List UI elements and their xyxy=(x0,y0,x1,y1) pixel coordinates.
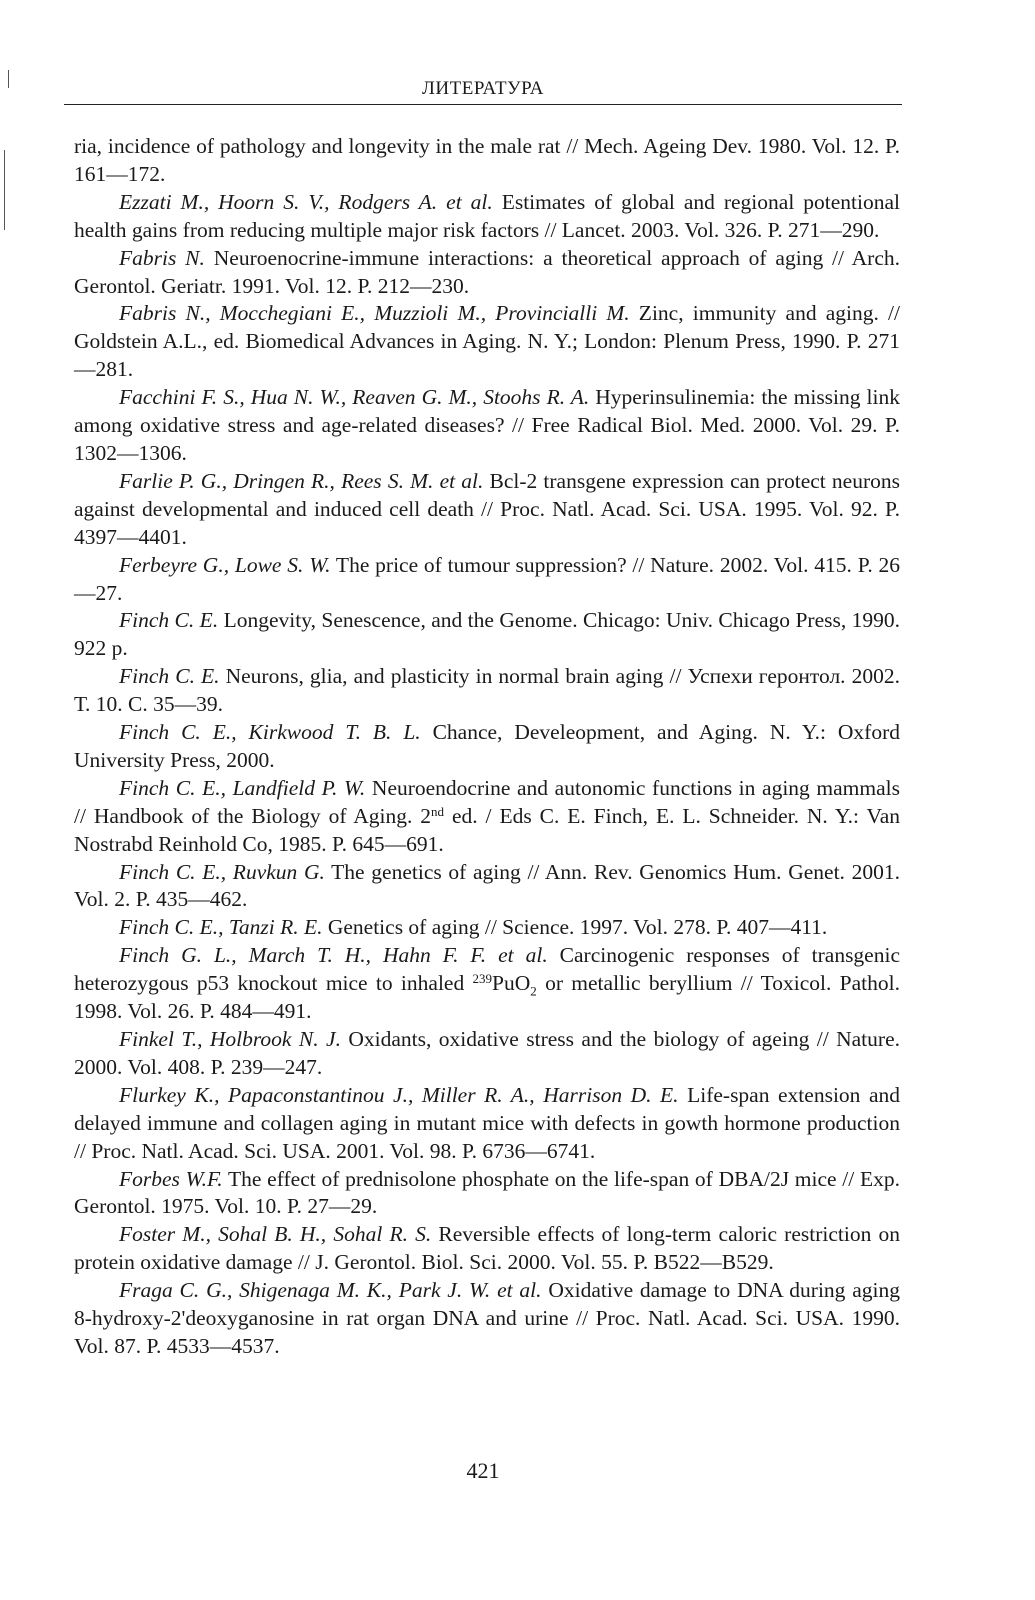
reference-authors: Ezzati M., Hoorn S. V., Rodgers A. et al. xyxy=(119,189,493,214)
reference-entry xyxy=(74,1026,900,1082)
reference-authors: Flurkey K., Papaconstantinou J., Miller R. A., Harrison D. E. xyxy=(119,1082,679,1107)
reference-text: or metallic beryllium // Toxicol. Pathol. 1998. Vol. 26. P. 484—491. xyxy=(74,971,900,1024)
reference-authors: Fabris N., Mocchegiani E., Muzzioli M., Provincialli M. xyxy=(119,301,630,326)
reference-authors: Fraga C. G., Shigenaga M. K., Park J. W. et al. xyxy=(119,1278,542,1303)
reference-authors: Finch C. E., Tanzi R. E. xyxy=(119,915,323,940)
reference-authors: Finch C. E., Landfield P. W. xyxy=(119,775,366,800)
reference-entry xyxy=(74,1166,900,1222)
reference-entry xyxy=(74,1221,900,1277)
superscript: nd xyxy=(431,803,445,819)
reference-entry xyxy=(74,133,900,189)
reference-entry xyxy=(74,1082,900,1166)
reference-entry xyxy=(74,607,900,663)
running-header: ЛИТЕРАТУРА xyxy=(422,78,544,99)
reference-text: Neuroendocrine and autonomic functions in aging mammals // Handbook of the Biology of Aging. 2 xyxy=(74,775,900,828)
reference-authors: Forbes W.F. xyxy=(119,1166,223,1191)
reference-entry xyxy=(74,914,900,942)
header-rule xyxy=(64,104,902,105)
reference-text: ria, incidence of pathology and longevity in the male rat // Mech. Ageing Dev. 1980. Vol. 12. P. 161—172. xyxy=(74,134,900,186)
reference-entry xyxy=(74,719,900,775)
chemical-formula: PuO xyxy=(492,971,531,996)
reference-authors: Foster M., Sohal B. H., Sohal R. S. xyxy=(119,1222,432,1247)
reference-authors: Farlie P. G., Dringen R., Rees S. M. et al. xyxy=(119,468,484,493)
scan-margin-mark xyxy=(8,70,9,88)
reference-text: Carcinogenic responses of transgenic heterozygous p53 knockout mice to inhaled xyxy=(74,943,900,996)
reference-authors: Finch C. E. xyxy=(119,664,220,689)
reference-text: Oxidative damage to DNA during aging 8-hydroxy-2'deoxyganosine in rat organ DNA and urine // Proc. Natl. Acad. Sci. USA. 1990. Vol. 87. P. 4533—4537. xyxy=(74,1278,900,1358)
reference-list xyxy=(74,133,900,1361)
subscript: 2 xyxy=(530,983,537,999)
reference-entry xyxy=(74,663,900,719)
reference-text: Neurons, glia, and plasticity in normal brain aging // Успехи геронтол. 2002. Т. 10. С. 35—39. xyxy=(74,664,900,717)
reference-text: The genetics of aging // Ann. Rev. Genomics Hum. Genet. 2001. Vol. 2. P. 435—462. xyxy=(74,859,900,912)
superscript: 239 xyxy=(472,971,493,987)
reference-entry xyxy=(74,468,900,552)
reference-authors: Finch G. L., March T. H., Hahn F. F. et al. xyxy=(119,943,548,968)
reference-authors: Finch C. E. xyxy=(119,608,219,633)
reference-text: Life-span extension and delayed immune and collagen aging in mutant mice with defects in gowth hormone production // Proc. Natl. Acad. Sci. USA. 2001. Vol. 98. P. 6736—6741. xyxy=(74,1082,900,1163)
reference-entry xyxy=(74,552,900,608)
reference-entry xyxy=(74,942,900,1026)
reference-authors: Fabris N. xyxy=(119,245,205,270)
reference-entry xyxy=(74,300,900,384)
reference-text: Bcl-2 transgene expression can protect neurons against developmental and induced cell death // Proc. Natl. Acad. Sci. USA. 1995. Vol. 92. P. 4397—4401. xyxy=(74,468,900,549)
reference-text: Neuroenocrine-immune interactions: a theoretical approach of aging // Arch. Gerontol. Geriatr. 1991. Vol. 12. P. 212—230. xyxy=(74,245,900,298)
reference-authors: Finch C. E., Ruvkun G. xyxy=(119,859,325,884)
reference-authors: Ferbeyre G., Lowe S. W. xyxy=(119,552,331,577)
scan-margin-mark xyxy=(4,150,5,230)
reference-entry xyxy=(74,384,900,468)
reference-text: Oxidants, oxidative stress and the biology of ageing // Nature. 2000. Vol. 408. P. 239—247. xyxy=(74,1027,900,1079)
reference-text: Chance, Develeopment, and Aging. N. Y.: Oxford University Press, 2000. xyxy=(74,720,900,772)
reference-text: The effect of prednisolone phosphate on the life-span of DBA/2J mice // Exp. Gerontol. 1975. Vol. 10. P. 27—29. xyxy=(74,1166,900,1219)
reference-text: Zinc, immunity and aging. // Goldstein A.L., ed. Biomedical Advances in Aging. N. Y.; London: Plenum Press, 1990. P. 271—281. xyxy=(74,301,900,382)
reference-text: Genetics of aging // Science. 1997. Vol. 278. P. 407—411. xyxy=(322,915,828,940)
reference-authors: Facchini F. S., Hua N. W., Reaven G. M., Stoohs R. A. xyxy=(119,385,590,410)
reference-text: ed. / Eds C. E. Finch, E. L. Schneider. N. Y.: Van Nostrabd Reinhold Co, 1985. P. 645—691. xyxy=(74,803,900,856)
reference-text: The price of tumour suppression? // Nature. 2002. Vol. 415. P. 26—27. xyxy=(74,552,900,605)
reference-entry xyxy=(74,1277,900,1361)
reference-entry xyxy=(74,775,900,859)
reference-authors: Finch C. E., Kirkwood T. B. L. xyxy=(119,720,421,745)
reference-text: Estimates of global and regional potentional health gains from reducing multiple major risk factors // Lancet. 2003. Vol. 326. P. 271—290. xyxy=(74,189,900,242)
reference-authors: Finkel T., Holbrook N. J. xyxy=(119,1027,341,1051)
reference-text: Hyperinsulinemia: the missing link among oxidative stress and age-related diseases? // Free Radical Biol. Med. 2000. Vol. 29. P. 1302—1306. xyxy=(74,385,901,465)
reference-entry xyxy=(74,245,900,301)
reference-entry xyxy=(74,189,900,245)
reference-text: Reversible effects of long-term caloric restriction on protein oxidative damage // J. Gerontol. Biol. Sci. 2000. Vol. 55. P. B522—B529. xyxy=(74,1222,900,1275)
reference-entry xyxy=(74,859,900,915)
reference-text: Longevity, Senescence, and the Genome. Chicago: Univ. Chicago Press, 1990. 922 p. xyxy=(74,608,900,661)
page-number: 421 xyxy=(466,1458,500,1483)
